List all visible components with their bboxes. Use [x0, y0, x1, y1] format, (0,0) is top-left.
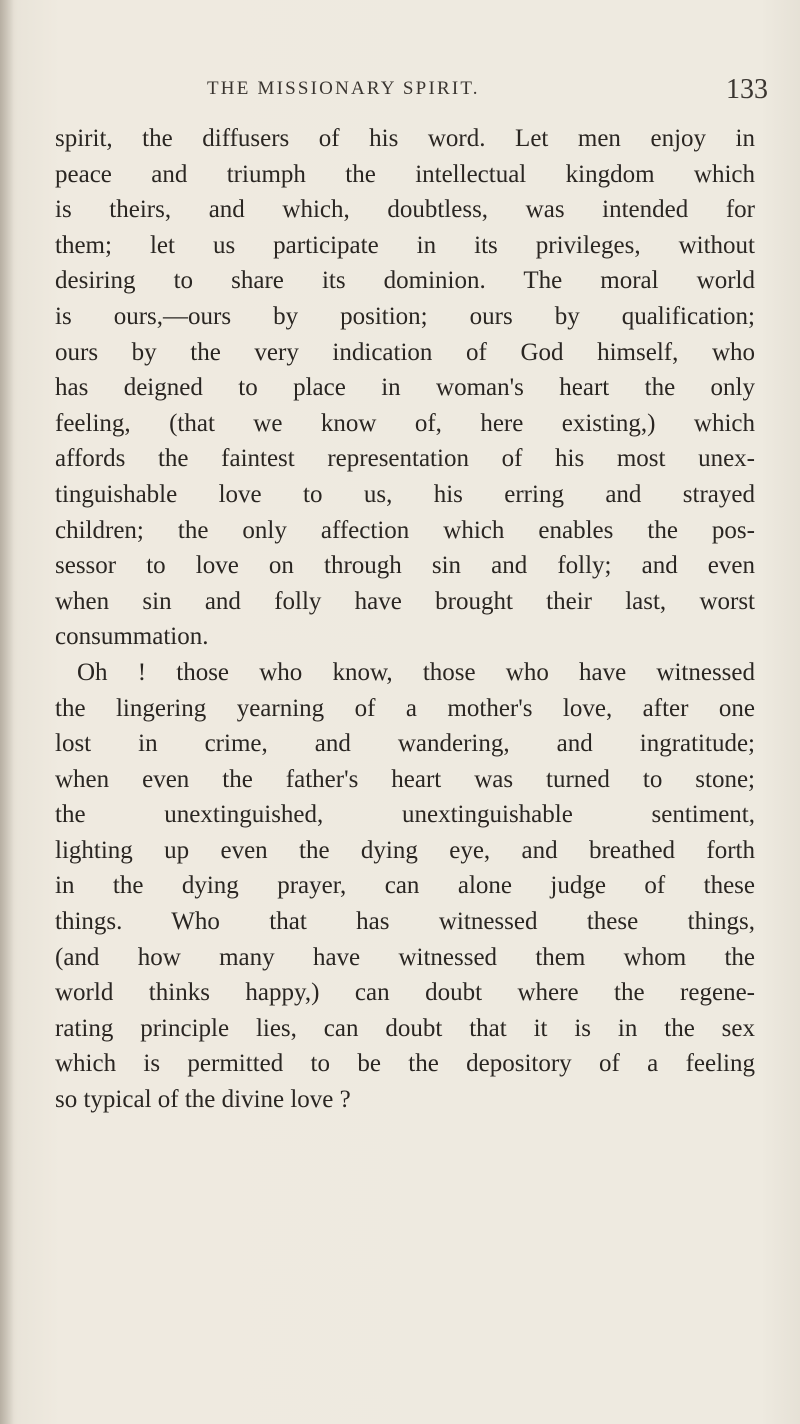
text-line: spirit, the diffusers of his word. Let men enjoy in: [55, 125, 755, 152]
text-line: the lingering yearning of a mother's love, after one: [55, 694, 755, 722]
text-line: when sin and folly have brought their last, worst: [55, 587, 755, 615]
text-line: is ours,—ours by position; ours by qualification;: [55, 302, 755, 330]
text-line: world thinks happy,) can doubt where the regene-: [55, 979, 755, 1007]
text-line: peace and triumph the intellectual kingdom which: [55, 160, 755, 188]
text-line: feeling, (that we know of, here existing,) which: [55, 409, 755, 437]
text-line: tinguishable love to us, his erring and strayed: [55, 480, 755, 508]
text-line: rating principle lies, can doubt that it is in the sex: [55, 1014, 755, 1042]
text-line: lighting up even the dying eye, and breathed forth: [55, 836, 755, 864]
text-line: sessor to love on through sin and folly; and even: [55, 552, 755, 580]
text-line: (and how many have witnessed them whom the: [55, 943, 755, 971]
binding-gutter-shadow: [0, 0, 14, 1424]
text-line: children; the only affection which enables the pos-: [55, 516, 755, 544]
text-line: the unextinguished, unextinguishable sentiment,: [55, 801, 755, 829]
body-text: [55, 121, 755, 1118]
text-line: when even the father's heart was turned to stone;: [55, 765, 755, 793]
text-line: Oh ! those who know, those who have witnessed: [77, 658, 755, 686]
running-title: THE MISSIONARY SPIRIT.: [207, 78, 480, 99]
text-line: is theirs, and which, doubtless, was intended for: [55, 196, 755, 224]
text-line: has deigned to place in woman's heart the only: [55, 374, 755, 402]
running-head: [0, 74, 800, 114]
paragraph-2: [55, 655, 755, 1118]
text-line: desiring to share its dominion. The moral world: [55, 267, 755, 295]
paragraph-1: [55, 121, 755, 655]
text-line: consummation.: [55, 623, 209, 651]
text-line: ours by the very indication of God himself, who: [55, 338, 755, 366]
text-line: which is permitted to be the depository of a feeling: [55, 1050, 755, 1078]
text-line: affords the faintest representation of his most unex-: [55, 445, 755, 473]
text-line: things. Who that has witnessed these things,: [55, 908, 755, 936]
page-number: 133: [726, 74, 768, 105]
text-line: lost in crime, and wandering, and ingratitude;: [55, 730, 755, 758]
text-line: in the dying prayer, can alone judge of these: [55, 872, 755, 900]
text-line: so typical of the divine love ?: [55, 1086, 351, 1114]
text-line: them; let us participate in its privileges, without: [55, 231, 755, 259]
